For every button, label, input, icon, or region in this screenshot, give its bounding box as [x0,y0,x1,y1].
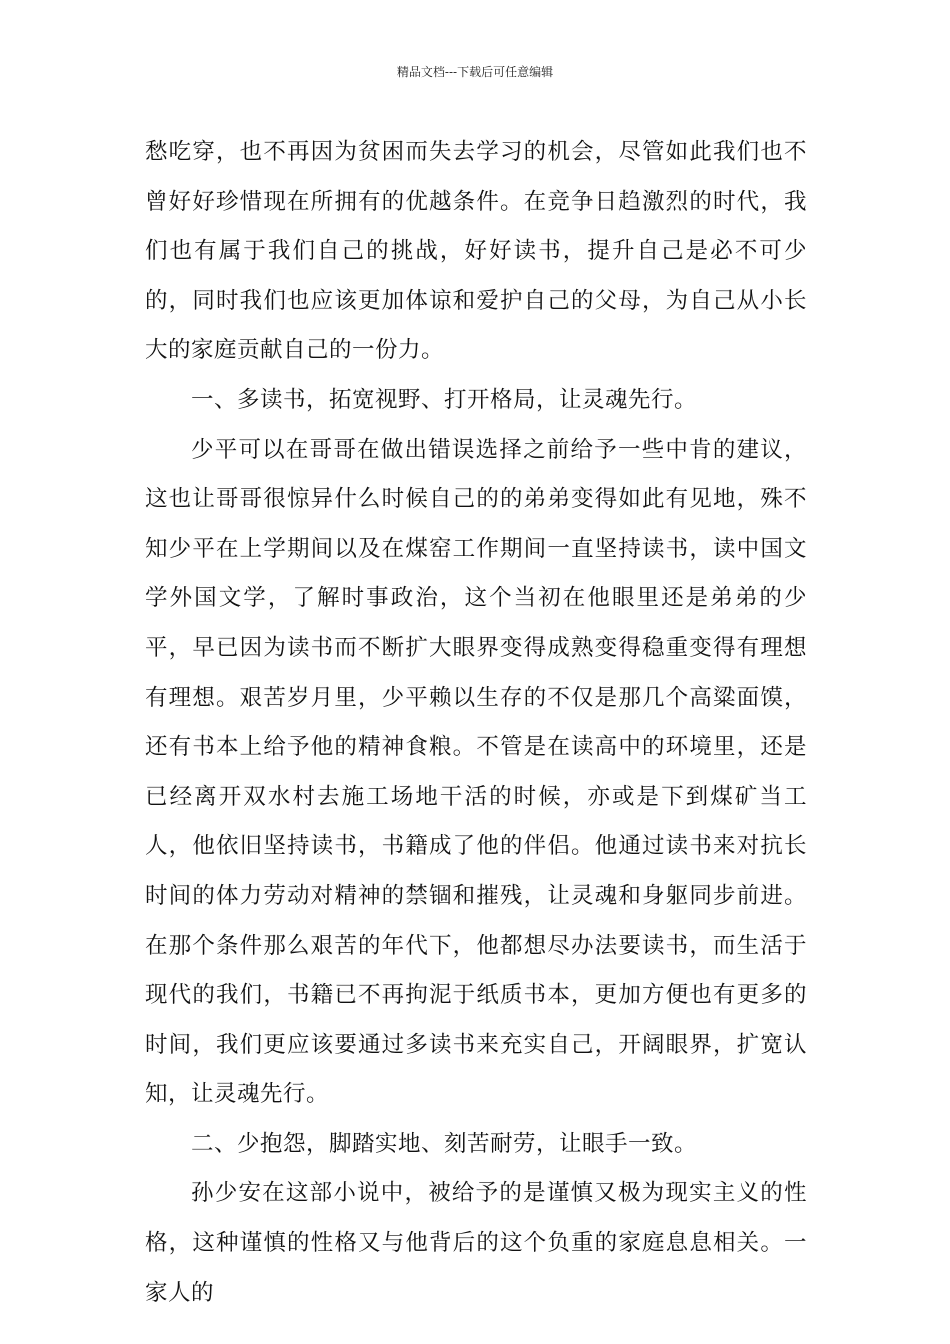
section-heading-2: 二、少抱怨，脚踏实地、刻苦耐劳，让眼手一致。 [191,1130,698,1157]
page-header: 精品文档---下载后可任意编辑 [396,65,554,79]
paragraph-continuation: 愁吃穿，也不再因为贫困而失去学习的机会，尽管如此我们也不曾好好珍惜现在所拥有的优越条件。在竞争日趋激烈的时代，我们也有属于我们自己的挑战，好好读书，提升自己是必不可少的，同时我们也应该更加体谅和爱护自己的父母，为自己从小长大的家庭贡献自己的一份力。 [145,139,807,364]
paragraph-shaoan: 孙少安在这部小说中，被给予的是谨慎又极为现实主义的性格，这种谨慎的性格又与他背后的这个负重的家庭息息相关。一家人的 [145,1180,807,1306]
paragraph-reading: 少平可以在哥哥在做出错误选择之前给予一些中肯的建议，这也让哥哥很惊异什么时候自己的的弟弟变得如此有见地，殊不知少平在上学期间以及在煤窑工作期间一直坚持读书，读中国文学外国文学，了解时事政治，这个当初在他眼里还是弟弟的少平，早已因为读书而不断扩大眼界变得成熟变得稳重变得有理想有理想。艰苦岁月里，少平赖以生存的不仅是那几个高粱面馍，还有书本上给予他的精神食粮。不管是在读高中的环境里，还是已经离开双水村去施工场地干活的时候，亦或是下到煤矿当工人，他依旧坚持读书，书籍成了他的伴侣。他通过读书来对抗长时间的体力劳动对精神的禁锢和摧残，让灵魂和身躯同步前进。在那个条件那么艰苦的年代下，他都想尽办法要读书，而生活于现代的我们，书籍已不再拘泥于纸质书本，更加方便也有更多的时间，我们更应该要通过多读书来充实自己，开阔眼界，扩宽认知，让灵魂先行。 [145,436,807,1108]
section-heading-1: 一、多读书，拓宽视野、打开格局，让灵魂先行。 [191,386,698,413]
document-body [145,128,807,1318]
